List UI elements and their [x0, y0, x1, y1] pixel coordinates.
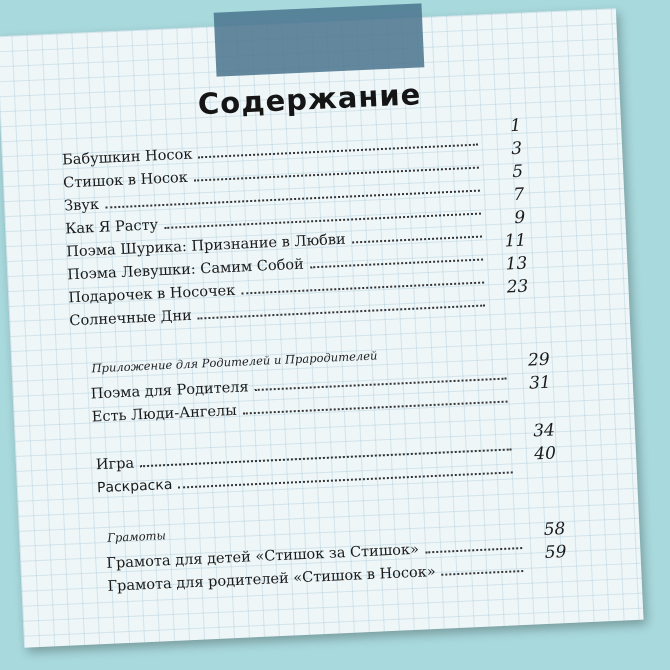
- toc-entry-title: Бабушкин Носок: [61, 146, 193, 169]
- toc-entry-page: 7: [512, 184, 525, 206]
- toc-entry-page: 11: [504, 230, 527, 252]
- toc-entry-title: Раскраска: [96, 476, 173, 497]
- contents-paper: [0, 8, 644, 647]
- dot-leader: [425, 547, 522, 553]
- toc-entry-page: 1: [509, 115, 522, 137]
- toc-entry-page: 9: [513, 207, 526, 229]
- page-title: Содержание: [197, 77, 423, 122]
- toc-entry-page: 29: [527, 349, 551, 371]
- toc-entry-title: Подарочек в Носочек: [68, 282, 236, 307]
- toc-entry-title: Поэма для Родителя: [90, 379, 249, 403]
- dot-leader: [243, 401, 508, 415]
- toc-entry-page: 23: [506, 276, 529, 298]
- toc-entry-page: 3: [510, 138, 523, 160]
- toc-entry-page: 40: [533, 443, 557, 465]
- tape-strip: [214, 3, 425, 76]
- toc-entry-title: Солнечные Дни: [69, 307, 193, 330]
- toc-entry-page: 34: [532, 420, 556, 442]
- appendix-heading: Приложение для Родителей и Прародителей: [91, 348, 378, 376]
- main-contents-list: [61, 115, 529, 330]
- certificates-heading: Грамоты: [106, 528, 167, 545]
- toc-entry-title: Поэма Шурика: Признание в Любви: [65, 231, 347, 261]
- toc-entry-title: Стишок в Носок: [62, 169, 189, 192]
- toc-entry-title: Грамота для детей «Стишок за Стишок»: [106, 541, 420, 572]
- extras-section: [95, 420, 557, 497]
- toc-entry-title: Игра: [95, 455, 135, 474]
- toc-entry-page: 5: [511, 161, 524, 183]
- toc-entry-page: 31: [528, 372, 552, 394]
- toc-entry-title: Как Я Расту: [64, 217, 159, 238]
- dot-leader: [442, 570, 524, 576]
- toc-entry-title: Поэма Левушки: Самим Собой: [66, 256, 305, 284]
- toc-entry-page: 13: [505, 253, 528, 275]
- dot-leader: [178, 471, 512, 488]
- certificates-section: [105, 506, 568, 595]
- toc-entry-page: 58: [543, 519, 566, 541]
- toc-entry-title: Есть Люди-Ангелы: [91, 402, 238, 426]
- toc-entry-title: Звук: [63, 196, 100, 215]
- appendix-section: [89, 337, 552, 426]
- toc-entry-page: 59: [544, 542, 567, 564]
- dot-leader: [198, 304, 485, 319]
- toc-entry-title: Грамота для родителей «Стишок в Носок»: [107, 564, 437, 595]
